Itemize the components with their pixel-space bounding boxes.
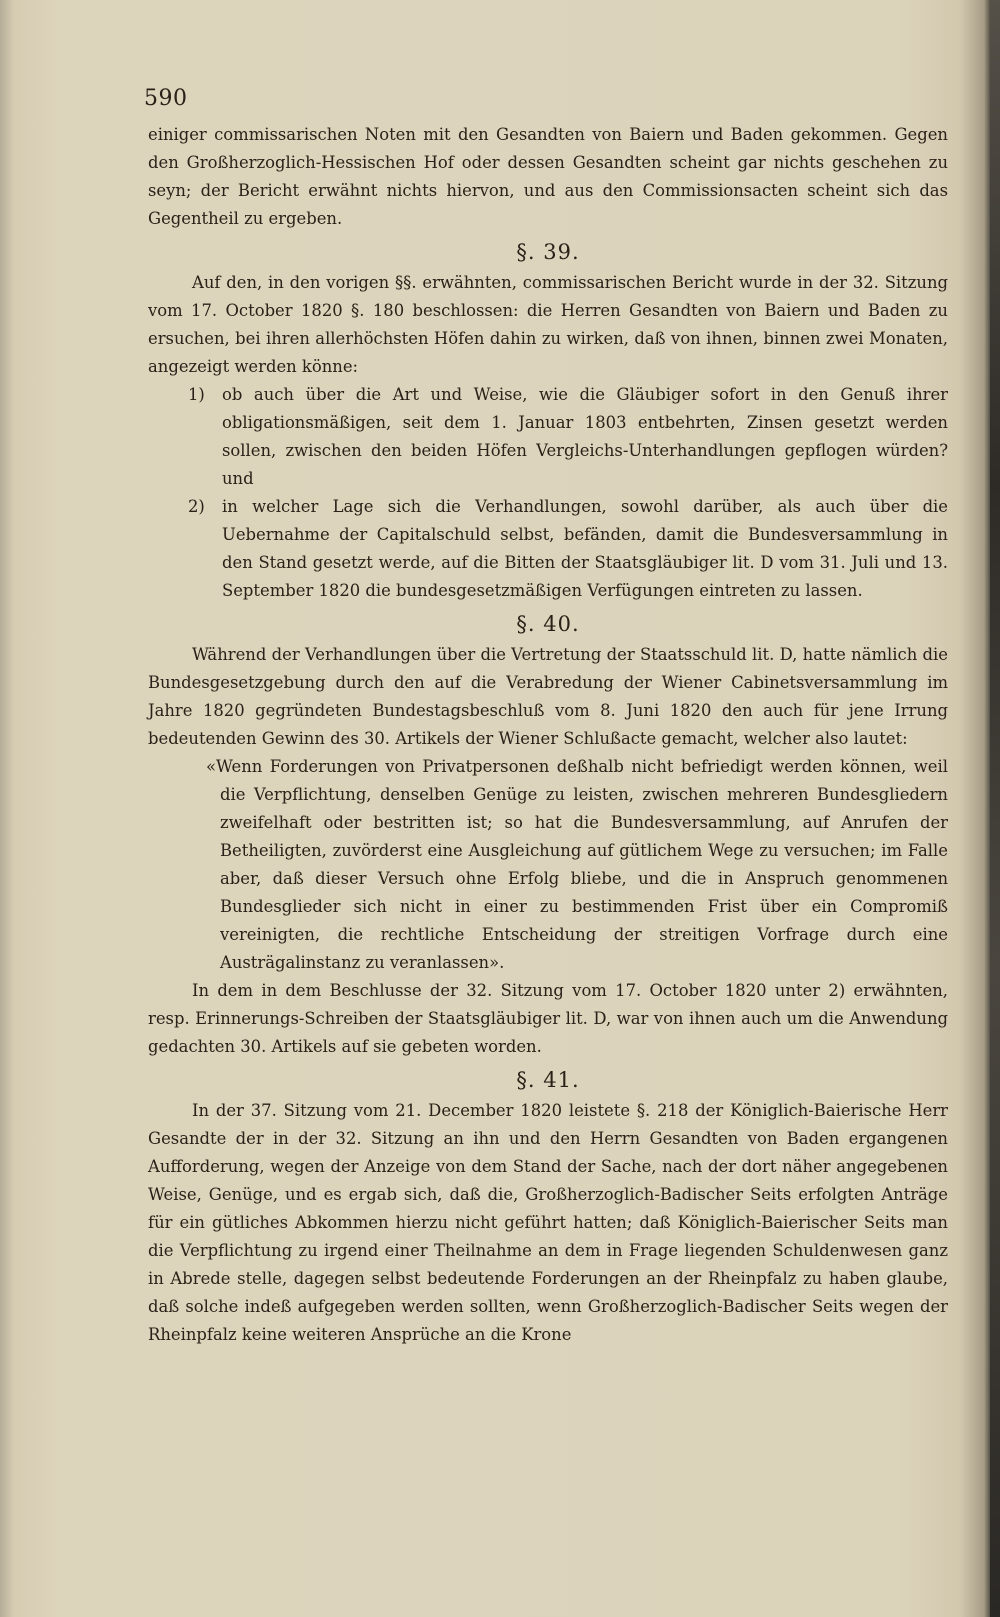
paragraph-intro: einiger commissarischen Noten mit den Gesandten von Baiern und Baden gekommen. Gegen den Großherzoglich-Hessischen Hof oder dessen Gesandten scheint gar nichts geschehen zu seyn; der Bericht erwähnt nichts hiervon, und aus den Commissionsacten scheint sich das Gegentheil zu ergeben. bbox=[148, 125, 948, 228]
section-heading-41: §. 41. bbox=[516, 1068, 580, 1092]
list-text: in welcher Lage sich die Verhandlungen, sowohl darüber, als auch über die Uebernahme der Capitalschuld selbst, befänden, damit die Bundesversammlung in den Stand gesetzt werde, auf die Bitten der Staatsgläubiger lit. D vom 31. Juli und 13. September 1820 die bundesgesetzmäßigen Verfügungen eintreten zu lassen. bbox=[222, 497, 948, 600]
paragraph-40: Während der Verhandlungen über die Vertretung der Staatsschuld lit. D, hatte nämlich die Bundesgesetzgebung durch den auf die Verabredung der Wiener Cabinetsversammlung im Jahre 1820 gegründeten Bundestagsbeschluß vom 8. Juni 1820 den auch für jene Irrung bedeutenden Gewinn des 30. Artikels der Wiener Schlußacte gemacht, welcher also lautet: bbox=[148, 645, 948, 748]
paragraph-40b: In dem in dem Beschlusse der 32. Sitzung vom 17. October 1820 unter 2) erwähnten, resp. Erinnerungs-Schreiben der Staatsgläubiger lit. D, war von ihnen auch um die Anwendung gedachten 30. Artikels auf sie gebeten worden. bbox=[148, 981, 948, 1056]
section-heading-40: §. 40. bbox=[516, 612, 580, 636]
list-number: 1) bbox=[188, 385, 205, 404]
list-item-1 bbox=[188, 381, 948, 493]
paragraph-39: Auf den, in den vorigen §§. erwähnten, commissarischen Bericht wurde in der 32. Sitzung vom 17. October 1820 §. 180 beschlossen: die Herren Gesandten von Baiern und Baden zu ersuchen, bei ihren allerhöchsten Höfen dahin zu wirken, daß von ihnen, binnen zwei Monaten, angezeigt werden könne: bbox=[148, 273, 948, 376]
list-number: 2) bbox=[188, 497, 205, 516]
page-number: 590 bbox=[144, 86, 188, 111]
scan-edge bbox=[990, 0, 1000, 1617]
page-content bbox=[144, 86, 948, 1349]
list-text: ob auch über die Art und Weise, wie die Gläubiger sofort in den Genuß ihrer obligationsmäßigen, seit dem 1. Januar 1803 entbehrten, Zinsen gesetzt werden sollen, zwischen den beiden Höfen Vergleichs-Unterhandlungen gepflogen würden? und bbox=[222, 385, 948, 488]
list-item-2 bbox=[188, 493, 948, 605]
quotation-article-30: «Wenn Forderungen von Privatpersonen deßhalb nicht befriedigt werden können, weil die Verpflichtung, denselben Genüge zu leisten, zwischen mehreren Bundesgliedern zweifelhaft oder bestritten ist; so hat die Bundesversammlung, auf Anrufen der Betheiligten, zuvörderst eine Ausgleichung auf gütlichem Wege zu versuchen; im Falle aber, daß dieser Versuch ohne Erfolg bliebe, und die in Anspruch genommenen Bundesglieder sich nicht in einer zu bestimmenden Frist über ein Compromiß vereinigten, die rechtliche Entscheidung der streitigen Vorfrage durch eine Austrägalinstanz zu veranlassen». bbox=[206, 757, 948, 972]
paragraph-41: In der 37. Sitzung vom 21. December 1820 leistete §. 218 der Königlich-Baierische Herr Gesandte der in der 32. Sitzung an ihn und den Herrn Gesandten von Baden ergangenen Aufforderung, wegen der Anzeige von dem Stand der Sache, nach der dort näher angegebenen Weise, Genüge, und es ergab sich, daß die, Großherzoglich-Badischer Seits erfolgten Anträge für ein gütliches Abkommen hierzu nicht geführt hatten; daß Königlich-Baierischer Seits man die Verpflichtung zu irgend einer Theilnahme an dem in Frage liegenden Schuldenwesen ganz in Abrede stelle, dagegen selbst bedeutende Forderungen an der Rheinpfalz zu haben glaube, daß solche indeß aufgegeben werden sollten, wenn Großherzoglich-Badischer Seits wegen der Rheinpfalz keine weiteren Ansprüche an die Krone bbox=[148, 1101, 948, 1344]
section-heading-39: §. 39. bbox=[516, 240, 580, 264]
